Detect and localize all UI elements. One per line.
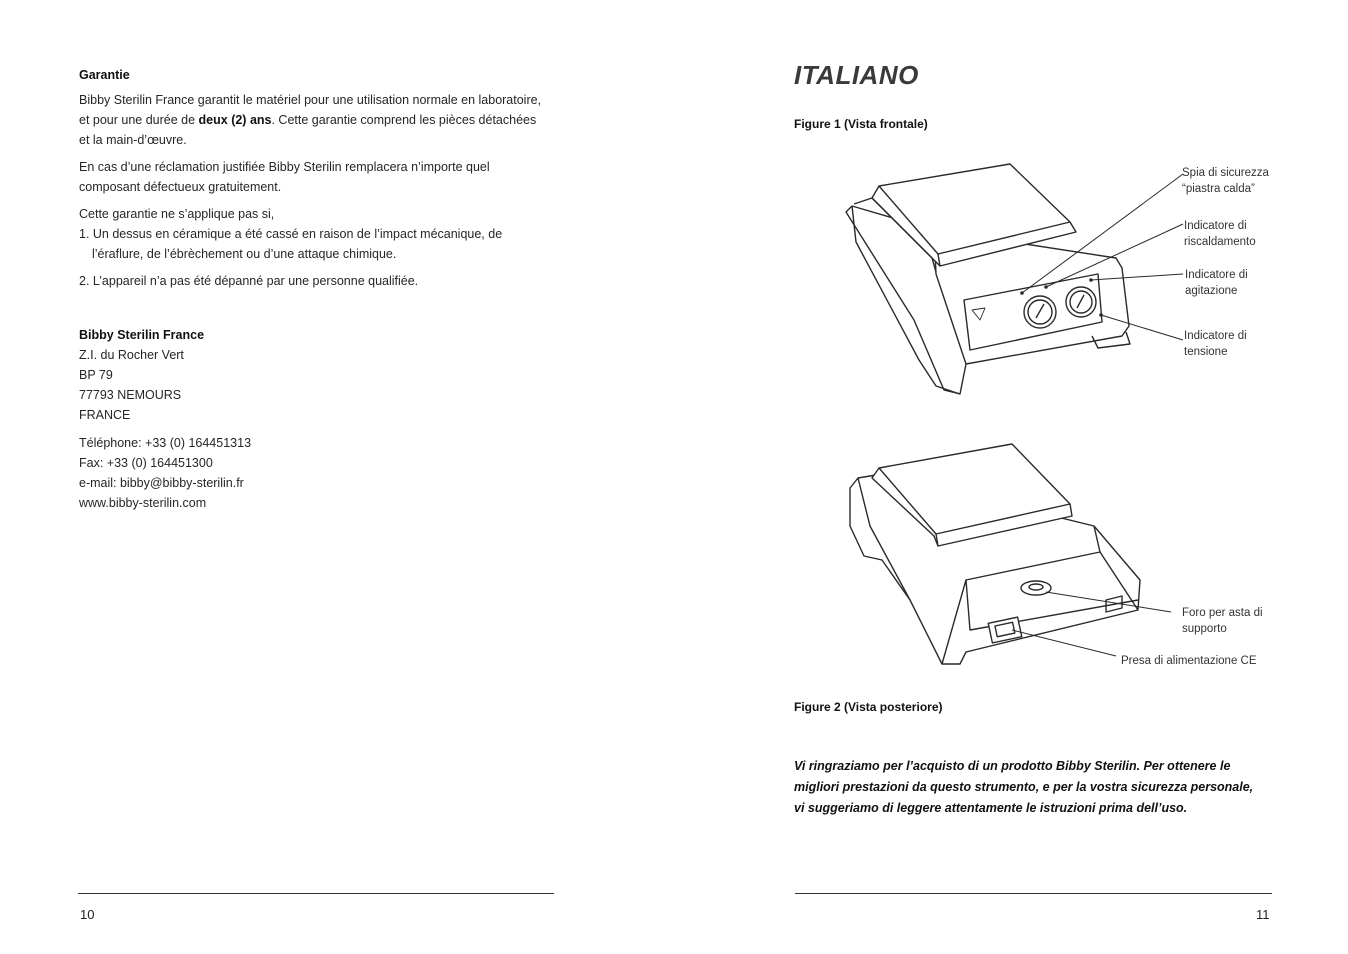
language-title: ITALIANO (794, 60, 919, 90)
callout-text: Spia di sicurezza (1182, 167, 1269, 179)
callout-hot-plate-warning-light (1182, 165, 1269, 197)
callout-text: “piastra calda” (1182, 183, 1255, 195)
warranty-p1-line-a: Bibby Sterilin France garantit le matériel pour une utilisation normale en laboratoire, (79, 93, 542, 107)
page-number: 11 (1256, 907, 1270, 922)
figure-2-caption: Figure 2 (Vista posteriore) (794, 700, 943, 714)
fax-number: Fax: +33 (0) 164451300 (79, 456, 213, 470)
callout-support-rod-hole (1182, 605, 1263, 637)
address-line: 77793 NEMOURS (79, 388, 182, 402)
email-address[interactable]: e-mail: bibby@bibby-sterilin.fr (79, 476, 244, 490)
warranty-paragraph-2 (79, 157, 559, 197)
warranty-heading: Garantie (79, 68, 130, 82)
right-page (674, 0, 1348, 954)
callout-text: tensione (1184, 346, 1228, 358)
footer-rule (78, 893, 554, 894)
warranty-paragraph-1 (79, 90, 559, 150)
warranty-p2-line-b: composant défectueux gratuitement. (79, 180, 282, 194)
contact-block (79, 433, 251, 513)
intro-line: migliori prestazioni da questo strumento, e per la vostra sicurezza personale, (794, 780, 1254, 794)
callout-text: riscaldamento (1184, 236, 1256, 248)
warranty-p1-line-c: et la main-d’œuvre. (79, 133, 187, 147)
address-line: BP 79 (79, 368, 113, 382)
warranty-p2-line-a: En cas d’une réclamation justifiée Bibby Sterilin remplacera n’importe quel (79, 160, 490, 174)
callout-ce-power-socket: Presa di alimentazione CE (1121, 655, 1257, 667)
exclusions-intro: Cette garantie ne s’applique pas si, (79, 207, 275, 221)
address-line: FRANCE (79, 408, 131, 422)
website-link[interactable]: www.bibby-sterilin.com (79, 496, 207, 510)
callout-heat-indicator (1184, 218, 1256, 250)
company-name: Bibby Sterilin France (79, 328, 205, 342)
warranty-p1-line-b (79, 110, 559, 130)
address-block (79, 325, 204, 425)
callout-text: Indicatore di (1184, 330, 1247, 342)
warranty-exclusions (79, 204, 559, 264)
callout-text: Foro per asta di (1182, 607, 1263, 619)
intro-paragraph (794, 756, 1284, 819)
callout-power-indicator (1184, 328, 1247, 360)
warranty-p1-text: et pour une durée de (79, 113, 199, 127)
callout-text: Indicatore di (1184, 220, 1247, 232)
exclusion-item-1-line-b: l’éraflure, de l’ébrèchement ou d’une attaque chimique. (92, 247, 397, 261)
warranty-p1-text-post: . Cette garantie comprend les pièces détachées (271, 113, 537, 127)
intro-line: vi suggeriamo di leggere attentamente le istruzioni prima dell’uso. (794, 801, 1188, 815)
footer-rule (795, 893, 1272, 894)
warranty-duration: deux (2) ans (198, 113, 272, 127)
phone-number: Téléphone: +33 (0) 164451313 (79, 436, 252, 450)
address-line: Z.I. du Rocher Vert (79, 348, 184, 362)
exclusion-item-2: 2. L’appareil n’a pas été dépanné par une personne qualifiée. (79, 274, 419, 288)
callout-stir-indicator (1185, 267, 1248, 299)
callout-text: supporto (1182, 623, 1227, 635)
page-number: 10 (80, 907, 95, 922)
exclusion-item-1-line-a: 1. Un dessus en céramique a été cassé en raison de l’impact mécanique, de (79, 227, 503, 241)
intro-line: Vi ringraziamo per l’acquisto di un prodotto Bibby Sterilin. Per ottenere le (794, 759, 1231, 773)
callout-text: Indicatore di (1185, 269, 1248, 281)
figure-1-caption: Figure 1 (Vista frontale) (794, 117, 928, 131)
callout-text: agitazione (1185, 285, 1238, 297)
